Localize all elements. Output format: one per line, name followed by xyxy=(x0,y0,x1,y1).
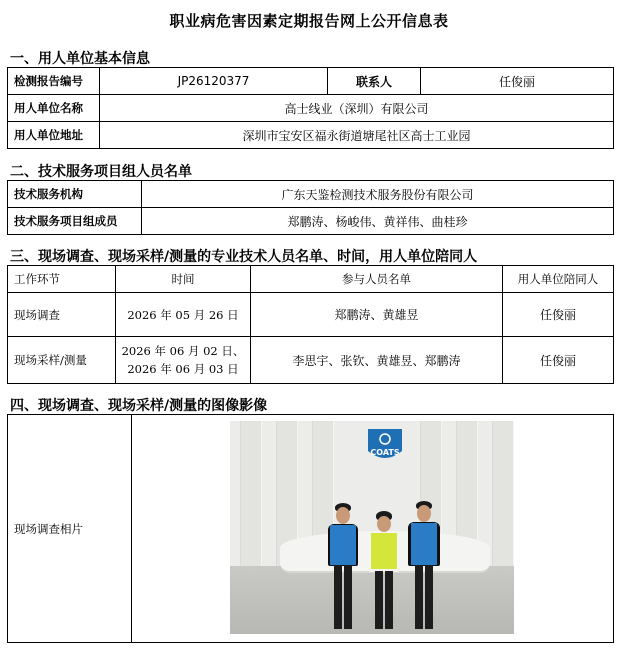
person-right xyxy=(406,501,442,634)
people-cell: 李思宇、张钦、黄雄昱、郑鹏涛 xyxy=(251,337,503,384)
members-value: 郑鹏涛、杨峻伟、黄祥伟、曲桂珍 xyxy=(142,208,614,235)
section4-heading: 四、现场调查、现场采样/测量的图像影像 xyxy=(10,398,268,414)
time-cell: 2026 年 05 月 26 日 xyxy=(116,293,251,337)
time-cell xyxy=(116,337,251,384)
people-cell: 郑鹏涛、黄雄昱 xyxy=(251,293,503,337)
company-value: 高士线业（深圳）有限公司 xyxy=(100,95,614,122)
header-people: 参与人员名单 xyxy=(251,266,503,293)
address-value: 深圳市宝安区福永街道塘尾社区高士工业园 xyxy=(100,122,614,149)
escort-cell: 任俊丽 xyxy=(503,293,614,337)
header-time: 时间 xyxy=(116,266,251,293)
time-line-1: 2026 年 06 月 02 日、 xyxy=(121,344,245,358)
svg-text:COATS: COATS xyxy=(370,448,400,457)
section1-heading: 一、用人单位基本信息 xyxy=(10,51,150,67)
report-no-label: 检测报告编号 xyxy=(8,68,100,95)
company-label: 用人单位名称 xyxy=(8,95,100,122)
org-label: 技术服务机构 xyxy=(8,181,142,208)
person-middle xyxy=(366,511,402,634)
escort-cell: 任俊丽 xyxy=(503,337,614,384)
header-escort: 用人单位陪同人 xyxy=(503,266,614,293)
address-label: 用人单位地址 xyxy=(8,122,100,149)
report-no-value: JP26120377 xyxy=(100,68,328,95)
table-row xyxy=(8,293,614,337)
page-title: 职业病危害因素定期报告网上公开信息表 xyxy=(169,12,449,30)
person-left xyxy=(326,503,360,634)
contact-label: 联系人 xyxy=(328,68,421,95)
section2-heading: 二、技术服务项目组人员名单 xyxy=(10,164,192,180)
members-label: 技术服务项目组成员 xyxy=(8,208,142,235)
site-survey-photo xyxy=(230,421,514,634)
photo-label: 现场调查相片 xyxy=(8,415,132,643)
survey-table xyxy=(7,265,614,384)
header-stage: 工作环节 xyxy=(8,266,116,293)
contact-value: 任俊丽 xyxy=(421,68,614,95)
section3-heading: 三、现场调查、现场采样/测量的专业技术人员名单、时间，用人单位陪同人 xyxy=(10,249,478,265)
team-table xyxy=(7,180,614,235)
stage-cell: 现场调查 xyxy=(8,293,116,337)
table-row xyxy=(8,337,614,384)
coats-logo-icon xyxy=(360,425,410,467)
basic-info-table xyxy=(7,67,614,149)
time-line-2: 2026 年 06 月 03 日 xyxy=(127,362,239,376)
org-value: 广东天鉴检测技术服务股份有限公司 xyxy=(142,181,614,208)
stage-cell: 现场采样/测量 xyxy=(8,337,116,384)
